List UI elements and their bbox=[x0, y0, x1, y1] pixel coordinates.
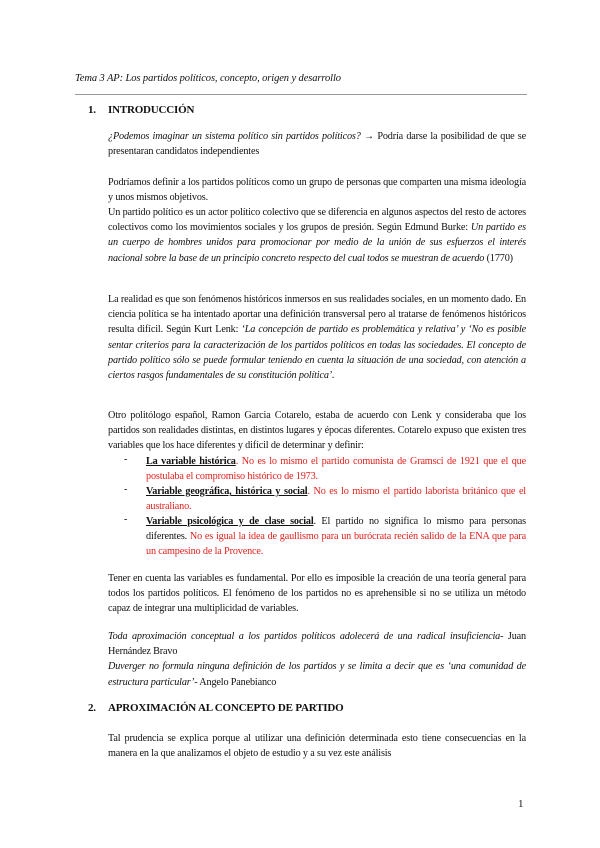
variable-label: Variable geográfica, histórica y social bbox=[146, 486, 308, 497]
lenk-quote: ‘La concepción de partido es problemática y relativa’ y ‘No es posible sentar criterios para la caracterización de los partidos políticos en todas las sociedades. El concepto de partido político sólo se puede formular teniendo en cuenta la situación de una sociedad, con atención a ciertos rasgos fundamentales de su constitución política’. bbox=[108, 324, 526, 382]
burke-quote: Un partido es un cuerpo de hombres unidos para promocionar por medio de la unión de sus esfuerzos el interés nacional sobre la base de un principio concreto respecto del cual todos se muestran de acuerdo bbox=[108, 222, 526, 264]
burke-intro-text: Un partido político es un actor político colectivo que se diferencia en algunos aspectos del resto de actores colectivos como los movimientos sociales y los grupos de presión. Según Edmund Burke: bbox=[108, 207, 526, 234]
definition-text: Podríamos definir a los partidos políticos como un grupo de personas que comparten una misma ideología y unos mismos objetivos. bbox=[108, 177, 526, 204]
bravo-author: - Juan Hernández Bravo bbox=[108, 631, 526, 658]
panebianco-quote: Duverger no formula ninguna definición de los partidos y se limita a decir que es ‘una comunidad de estructura particular’ bbox=[108, 661, 526, 688]
variable-example: . No es lo mismo el partido comunista de Gramsci de 1921 que el que postulaba el compromiso histórico de 1973. bbox=[146, 456, 526, 483]
variables-note-paragraph bbox=[108, 571, 526, 617]
panebianco-author: - Angelo Panebianco bbox=[194, 676, 277, 688]
section-title: INTRODUCCIÓN bbox=[108, 104, 195, 116]
list-item-variable-historica bbox=[146, 454, 526, 484]
burke-paragraph bbox=[108, 205, 526, 266]
section-heading-aproximacion bbox=[88, 702, 343, 714]
list-item-variable-psicologica bbox=[146, 514, 526, 560]
question-text: ¿Podemos imaginar un sistema político sin partidos políticos? bbox=[108, 131, 361, 142]
variable-label: La variable histórica bbox=[146, 456, 236, 467]
quotes-paragraph bbox=[108, 629, 526, 690]
variables-note-text: Tener en cuenta las variables es fundamental. Por ello es imposible la creación de una teoría general para todos los partidos políticos. El fenómeno de los partidos no es aprehensible si no se utiliza un método capaz de integrar una multiplicidad de variables. bbox=[108, 573, 526, 615]
page-number: 1 bbox=[518, 798, 524, 810]
cotarelo-paragraph bbox=[108, 408, 526, 454]
section-number: 1. bbox=[88, 104, 96, 116]
question-answer: → Podría darse la posibilidad de que se presentaran candidatos independientes bbox=[108, 131, 526, 158]
list-item-variable-geografica bbox=[146, 484, 526, 514]
document-header: Tema 3 AP: Los partidos políticos, concepto, origen y desarrollo bbox=[75, 73, 341, 84]
list-bullet: - bbox=[124, 454, 128, 465]
intro-question-paragraph bbox=[108, 129, 526, 159]
bravo-quote: Toda aproximación conceptual a los partidos políticos adolecerá de una radical insuficiencia bbox=[108, 631, 501, 642]
section-title: APROXIMACIÓN AL CONCEPTO DE PARTIDO bbox=[108, 702, 344, 714]
definition-paragraph bbox=[108, 175, 526, 205]
section2-paragraph bbox=[108, 731, 526, 761]
burke-year: (1770) bbox=[484, 252, 513, 264]
header-rule bbox=[75, 94, 527, 95]
list-bullet: - bbox=[124, 514, 128, 525]
section2-text: Tal prudencia se explica porque al utilizar una definición determinada esto tiene consecuencias en la manera en la que analizamos el objeto de estudio y a su vez este análisis bbox=[108, 733, 526, 760]
section-number: 2. bbox=[88, 702, 96, 714]
variable-example: No es igual la idea de gaullismo para un burócrata recién salido de la ENA que para un campesino de la Provence. bbox=[146, 531, 526, 558]
variable-example: . No es lo mismo el partido laborista británico que el australiano. bbox=[146, 486, 526, 513]
variable-text: . El partido no significa lo mismo para personas diferentes. bbox=[146, 516, 526, 543]
lenk-paragraph bbox=[108, 292, 526, 383]
variable-label: Variable psicológica y de clase social bbox=[146, 516, 314, 527]
cotarelo-text: Otro politólogo español, Ramon Garcia Cotarelo, estaba de acuerdo con Lenk y consideraba que los partidos son realidades distintas, en distintos lugares y épocas diferentes. Cotarelo expuso que existen tres variables que los hace diferentes y difícil de determinar y definir: bbox=[108, 410, 526, 452]
lenk-intro-text: La realidad es que son fenómenos históricos inmersos en sus realidades sociales, en un momento dado. En ciencia política se ha intentado aportar una definición transversal pero al tratarse de fenómenos históricos resulta difícil. Según Kurt Lenk: bbox=[108, 294, 526, 336]
section-heading-introduccion bbox=[88, 104, 194, 116]
list-bullet: - bbox=[124, 484, 128, 495]
